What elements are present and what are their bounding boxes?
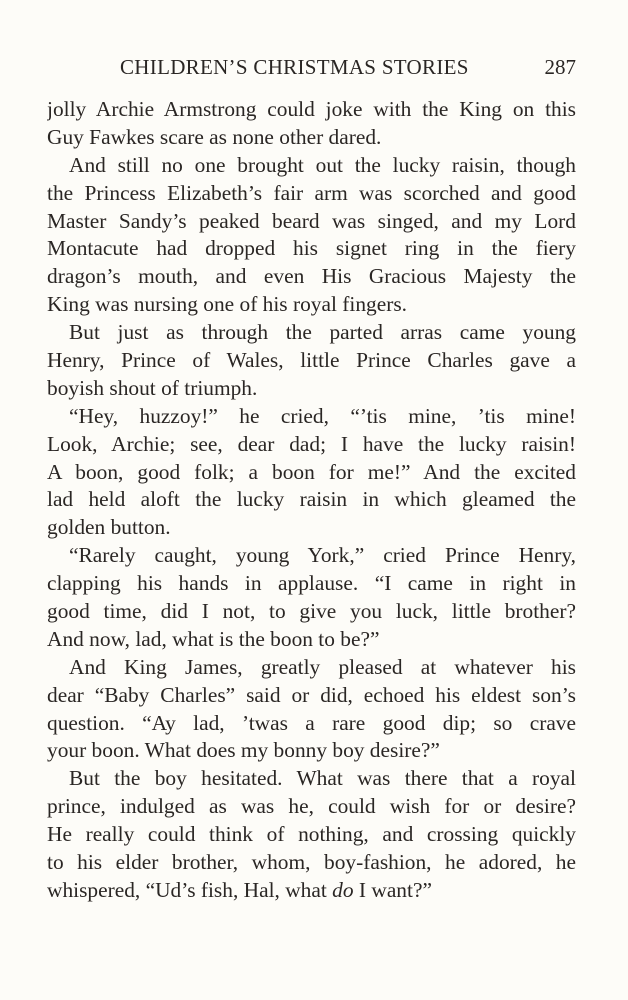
text-line: Henry, Prince of Wales, little Prince Charles gave a	[47, 348, 576, 373]
final-line-before: whispered, “Ud’s fish, Hal, what	[47, 877, 333, 902]
text-line: A boon, good folk; a boon for me!” And the excited	[47, 459, 576, 484]
text-line: “Rarely caught, young York,” cried Prince Henry,	[69, 543, 576, 568]
final-line-after: I want?”	[353, 877, 432, 902]
text-line: lad held aloft the lucky raisin in which gleamed the	[47, 487, 576, 512]
text-line: Look, Archie; see, dear dad; I have the lucky raisin!	[47, 431, 576, 456]
page-number: 287	[544, 55, 576, 79]
text-line: He really could think of nothing, and crossing quickly	[47, 822, 576, 847]
text-line: to his elder brother, whom, boy-fashion, he adored, he	[47, 850, 576, 875]
text-line: Guy Fawkes scare as none other dared.	[47, 124, 382, 149]
emphasis-word: do	[332, 877, 354, 902]
text-line: Montacute had dropped his signet ring in the fiery	[47, 236, 576, 261]
page-header	[0, 55, 628, 87]
text-line: boyish shout of triumph.	[47, 375, 258, 400]
text-line: King was nursing one of his royal fingers.	[47, 292, 408, 317]
text-line-final	[47, 877, 576, 905]
text-line: jolly Archie Armstrong could joke with the King on this	[47, 97, 576, 121]
text-line: And still no one brought out the lucky raisin, though	[69, 152, 576, 177]
text-line: Master Sandy’s peaked beard was singed, and my Lord	[47, 208, 576, 233]
text-line: But just as through the parted arras came young	[69, 320, 576, 345]
text-line: prince, indulged as was he, could wish for or desire?	[47, 794, 576, 819]
text-line: question. “Ay lad, ’twas a rare good dip; so crave	[47, 710, 576, 735]
text-line: And now, lad, what is the boon to be?”	[47, 626, 380, 651]
text-line: But the boy hesitated. What was there that a royal	[69, 766, 576, 791]
text-line: the Princess Elizabeth’s fair arm was scorched and good	[47, 180, 576, 205]
text-line: good time, did I not, to give you luck, little brother?	[47, 599, 576, 624]
text-line: And King James, greatly pleased at whatever his	[69, 654, 576, 679]
text-line: golden button.	[47, 515, 171, 540]
text-line: your boon. What does my bonny boy desire?”	[47, 738, 440, 763]
text-line: clapping his hands in applause. “I came in right in	[47, 571, 576, 596]
text-line: dragon’s mouth, and even His Gracious Majesty the	[47, 264, 576, 289]
body-text	[47, 96, 576, 905]
text-line: dear “Baby Charles” said or did, echoed his eldest son’s	[47, 682, 576, 707]
text-line: “Hey, huzzoy!” he cried, “’tis mine, ’tis mine!	[69, 403, 576, 428]
running-title: CHILDREN’S CHRISTMAS STORIES	[120, 55, 469, 79]
